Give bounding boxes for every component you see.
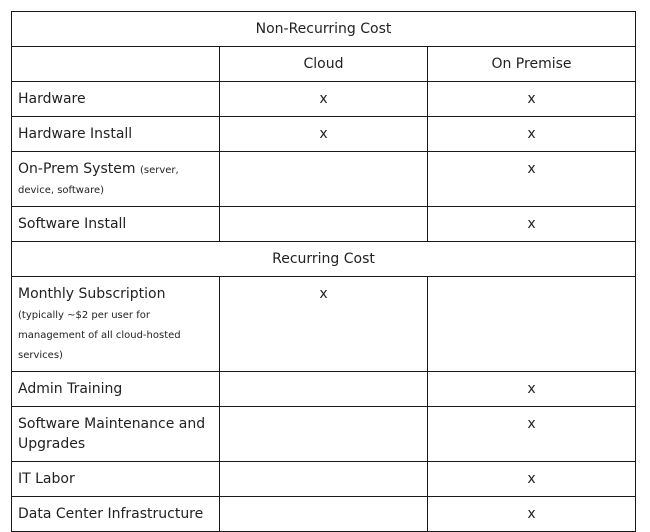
row-label [12, 407, 220, 462]
on-premise-cell [428, 277, 636, 372]
on-premise-cell: x [428, 497, 636, 532]
row-label [12, 117, 220, 152]
row-label-text: Admin Training [18, 381, 123, 397]
row-label-text: Hardware Install [18, 126, 133, 142]
column-header-row [12, 47, 636, 82]
on-premise-cell: x [428, 462, 636, 497]
cloud-cell [220, 152, 428, 207]
row-label-text: Hardware [18, 91, 86, 107]
cloud-cell: x [220, 277, 428, 372]
recurring-section-row [12, 242, 636, 277]
table-row [12, 82, 636, 117]
on-premise-cell: x [428, 117, 636, 152]
recurring-cost-heading: Recurring Cost [12, 242, 636, 277]
row-label [12, 277, 220, 372]
non-recurring-cost-heading: Non-Recurring Cost [12, 12, 636, 47]
on-premise-cell: x [428, 82, 636, 117]
column-header-blank [12, 47, 220, 82]
column-header-cloud: Cloud [220, 47, 428, 82]
row-label [12, 207, 220, 242]
on-premise-cell: x [428, 372, 636, 407]
row-label-text: Monthly Subscription [18, 286, 166, 302]
on-premise-cell: x [428, 407, 636, 462]
on-premise-cell: x [428, 207, 636, 242]
table-row [12, 152, 636, 207]
cost-comparison-table [11, 11, 636, 532]
table-row [12, 207, 636, 242]
row-label-text: On-Prem System [18, 161, 136, 177]
table-row [12, 497, 636, 532]
cloud-cell [220, 407, 428, 462]
row-label-text: Software Maintenance and Upgrades [18, 416, 206, 452]
row-label [12, 82, 220, 117]
cloud-cell [220, 207, 428, 242]
row-note: (server, device, software) [18, 165, 179, 196]
row-label [12, 152, 220, 207]
cloud-cell [220, 372, 428, 407]
table-row [12, 117, 636, 152]
row-label-text: Software Install [18, 216, 127, 232]
row-label [12, 497, 220, 532]
row-label-text: IT Labor [18, 471, 75, 487]
cloud-cell [220, 497, 428, 532]
table-row [12, 407, 636, 462]
cloud-cell: x [220, 82, 428, 117]
table-row [12, 372, 636, 407]
column-header-on-premise: On Premise [428, 47, 636, 82]
table-row [12, 462, 636, 497]
on-premise-cell: x [428, 152, 636, 207]
row-label [12, 372, 220, 407]
table-row [12, 277, 636, 372]
row-label [12, 462, 220, 497]
cloud-cell: x [220, 117, 428, 152]
row-note: (typically ~$2 per user for management of all cloud-hosted services) [18, 310, 181, 361]
cloud-cell [220, 462, 428, 497]
table-title-row [12, 12, 636, 47]
row-label-text: Data Center Infrastructure [18, 506, 204, 522]
